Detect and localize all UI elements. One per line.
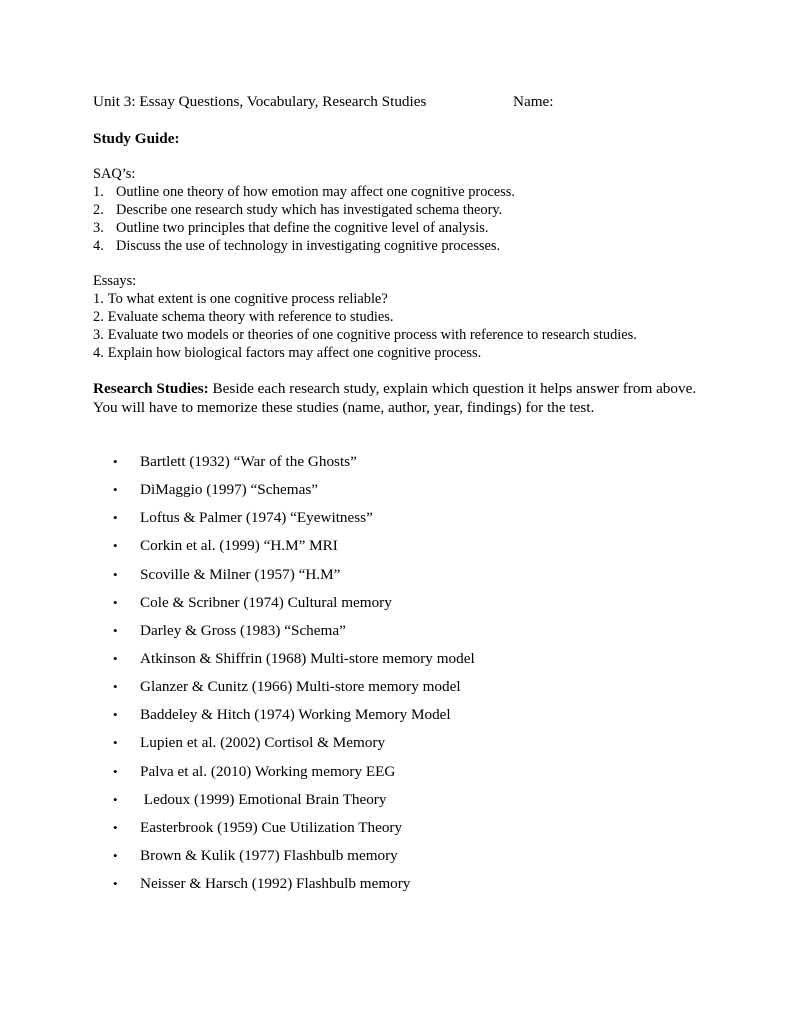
- saq-item-text: Describe one research study which has investigated schema theory.: [116, 202, 503, 218]
- study-item: [113, 762, 475, 790]
- saq-item: [93, 183, 713, 201]
- study-item: [113, 452, 475, 480]
- essays-heading: Essays:: [93, 273, 137, 289]
- bullet-icon: •: [113, 791, 118, 807]
- study-item: [113, 818, 475, 846]
- study-item-text: Baddeley & Hitch (1974) Working Memory Model: [140, 706, 451, 724]
- bullet-icon: •: [113, 876, 118, 892]
- bullet-icon: •: [113, 707, 118, 723]
- bullet-icon: •: [113, 454, 118, 469]
- study-item-text: Neisser & Harsch (1992) Flashbulb memory: [140, 875, 411, 893]
- essays-list: [93, 290, 713, 362]
- essay-item: [93, 344, 713, 362]
- research-studies-intro: [93, 380, 703, 417]
- essay-item-number: 1.: [93, 291, 104, 307]
- study-item-text: Darley & Gross (1983) “Schema”: [140, 621, 346, 639]
- saq-item-text: Discuss the use of technology in investigating cognitive processes.: [116, 238, 501, 254]
- research-studies-heading: Research Studies:: [93, 380, 209, 397]
- bullet-icon: •: [113, 650, 118, 666]
- saq-item-number: 3.: [93, 220, 104, 236]
- saq-item-number: 4.: [93, 238, 104, 254]
- bullet-icon: •: [113, 566, 118, 582]
- study-item-text: Palva et al. (2010) Working memory EEG: [140, 762, 396, 780]
- name-label: Name:: [513, 93, 554, 110]
- saq-section: [93, 165, 713, 255]
- bullet-icon: •: [113, 622, 118, 638]
- study-item: [113, 536, 475, 564]
- research-studies-list: [113, 452, 475, 902]
- bullet-icon: •: [113, 763, 118, 779]
- study-item: [113, 565, 475, 593]
- essay-item-number: 2.: [93, 309, 104, 325]
- study-item: [113, 621, 475, 649]
- study-item: [113, 508, 475, 536]
- document-title: Unit 3: Essay Questions, Vocabulary, Research Studies: [93, 93, 427, 110]
- study-item-text: Lupien et al. (2002) Cortisol & Memory: [140, 734, 386, 752]
- study-item-text: DiMaggio (1997) “Schemas”: [140, 481, 318, 499]
- essay-item-number: 3.: [93, 327, 104, 343]
- bullet-icon: •: [113, 594, 118, 610]
- study-item: [113, 649, 475, 677]
- study-item: [113, 874, 475, 902]
- saq-item-number: 2.: [93, 202, 104, 218]
- study-item-text: Ledoux (1999) Emotional Brain Theory: [140, 790, 387, 808]
- header-line: [93, 92, 713, 112]
- bullet-icon: •: [113, 679, 118, 695]
- bullet-icon: •: [113, 847, 118, 863]
- essay-item-text: Evaluate two models or theories of one cognitive process with reference to research studies.: [107, 327, 637, 343]
- essay-item-text: To what extent is one cognitive process reliable?: [107, 291, 388, 307]
- study-item: [113, 593, 475, 621]
- saq-item: [93, 237, 713, 255]
- bullet-icon: •: [113, 482, 118, 498]
- bullet-icon: •: [113, 538, 118, 554]
- bullet-icon: •: [113, 510, 118, 526]
- essay-item-number: 4.: [93, 345, 104, 361]
- study-item-text: Atkinson & Shiffrin (1968) Multi-store memory model: [140, 649, 475, 667]
- study-item: [113, 705, 475, 733]
- study-item: [113, 733, 475, 761]
- essay-item-text: Explain how biological factors may affect one cognitive process.: [107, 345, 482, 361]
- study-item-text: Scoville & Milner (1957) “H.M”: [140, 565, 341, 583]
- saq-item-number: 1.: [93, 184, 104, 200]
- research-studies-instructions: Beside each research study, explain which question it helps answer from above. You will have to memorize these studies (name, author, year, findings) for the test.: [93, 380, 697, 416]
- study-item-text: Cole & Scribner (1974) Cultural memory: [140, 593, 392, 611]
- essay-item: [93, 290, 713, 308]
- saq-item-text: Outline one theory of how emotion may affect one cognitive process.: [116, 184, 515, 200]
- study-guide-title: Study Guide:: [93, 130, 180, 147]
- study-item-text: Loftus & Palmer (1974) “Eyewitness”: [140, 509, 373, 527]
- bullet-icon: •: [113, 819, 118, 835]
- saq-item: [93, 201, 713, 219]
- essay-item-text: Evaluate schema theory with reference to studies.: [107, 309, 394, 325]
- essay-item: [93, 326, 713, 344]
- bullet-icon: •: [113, 735, 118, 751]
- essays-section: [93, 272, 713, 362]
- essay-item: [93, 308, 713, 326]
- study-item: [113, 846, 475, 874]
- saq-item-text: Outline two principles that define the cognitive level of analysis.: [116, 220, 489, 236]
- study-item-text: Glanzer & Cunitz (1966) Multi-store memory model: [140, 678, 461, 696]
- study-item-text: Brown & Kulik (1977) Flashbulb memory: [140, 846, 398, 864]
- study-item-text: Bartlett (1932) “War of the Ghosts”: [140, 453, 357, 470]
- study-item: [113, 480, 475, 508]
- saq-list: [93, 183, 713, 255]
- saq-heading: SAQ’s:: [93, 166, 136, 182]
- study-item: [113, 677, 475, 705]
- study-item: [113, 790, 475, 818]
- study-item-text: Corkin et al. (1999) “H.M” MRI: [140, 537, 338, 555]
- saq-item: [93, 219, 713, 237]
- study-item-text: Easterbrook (1959) Cue Utilization Theory: [140, 818, 403, 836]
